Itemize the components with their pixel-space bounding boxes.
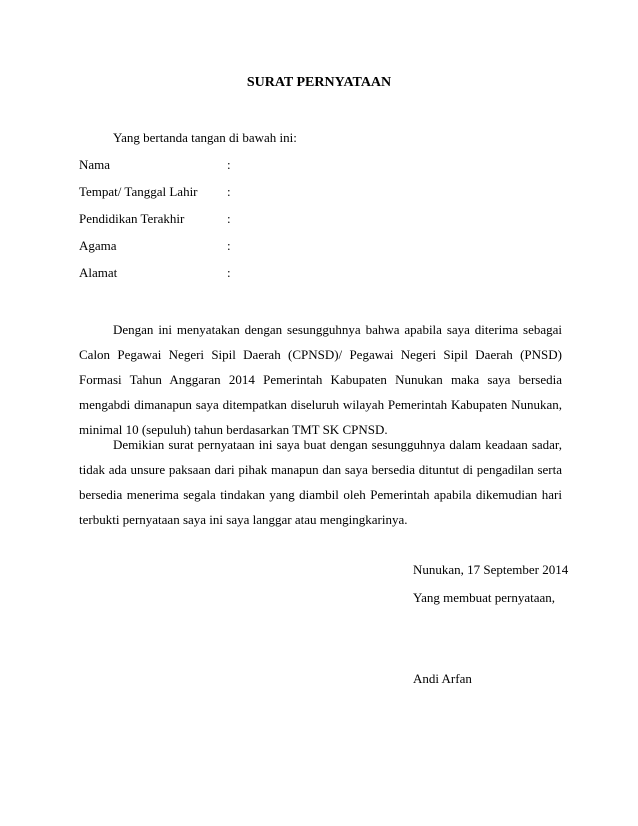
signature-declarant-line: Yang membuat pernyataan, (413, 590, 556, 605)
signature-name: Andi Arfan (413, 671, 472, 686)
field-colon: : (227, 184, 231, 199)
signature-place-date: Nunukan, 17 September 2014 (413, 562, 569, 577)
field-colon: : (227, 211, 231, 226)
field-row-nama (79, 157, 379, 175)
intro-text: Yang bertanda tangan di bawah ini: (113, 130, 297, 145)
field-row-tempat-tanggal-lahir (79, 184, 379, 202)
statement-paragraph: Dengan ini menyatakan dengan sesungguhnya bahwa apabila saya diterima sebagai Calon Pegawai Negeri Sipil Daerah (CPNSD)/ Pegawai Negeri Sipil Daerah (PNSD) Formasi Tahun Anggaran 2014 Pemerintah Kabupaten Nunukan maka saya bersedia mengabdi dimanapun saya ditempatkan diseluruh wilayah Pemerintah Kabupaten Nunukan, minimal 10 (sepuluh) tahun berdasarkan TMT SK CPNSD. (79, 322, 562, 437)
field-row-pendidikan-terakhir (79, 211, 379, 229)
field-label: Nama (79, 157, 111, 172)
field-row-agama (79, 238, 379, 256)
document-title: SURAT PERNYATAAN (246, 75, 392, 90)
field-colon: : (227, 265, 231, 280)
closing-paragraph: Demikian surat pernyataan ini saya buat dengan sesungguhnya dalam keadaan sadar, tidak ada unsure paksaan dari pihak manapun dan saya bersedia dituntut di pengadilan serta bersedia menerima segala tindakan yang diambil oleh Pemerintah apabila dikemudian hari terbukti pernyataan saya ini saya langgar atau mengingkarinya. (79, 437, 562, 527)
field-colon: : (227, 157, 231, 172)
field-label: Pendidikan Terakhir (79, 211, 185, 226)
field-label: Agama (79, 238, 117, 253)
field-row-alamat (79, 265, 379, 283)
field-colon: : (227, 238, 231, 253)
field-label: Tempat/ Tanggal Lahir (79, 184, 198, 199)
field-label: Alamat (79, 265, 118, 280)
